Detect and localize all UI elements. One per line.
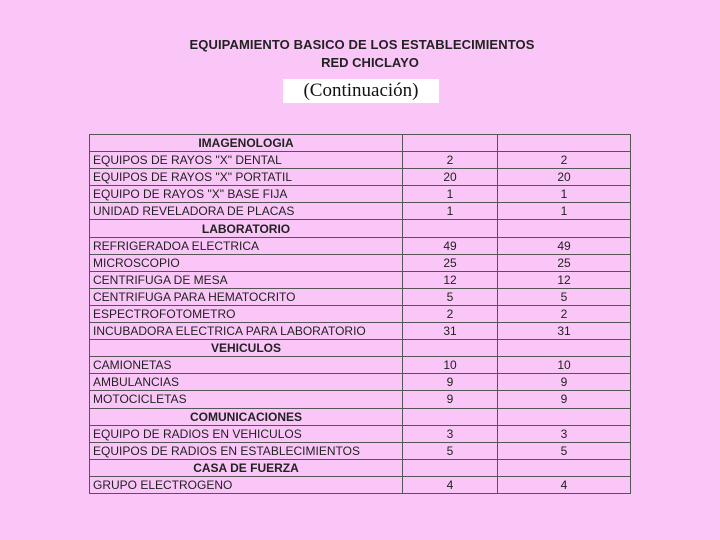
table-row	[90, 288, 631, 305]
section-label: LABORATORIO	[90, 220, 403, 237]
table-row	[90, 169, 631, 186]
table-row	[90, 271, 631, 288]
quantity-col2: 9	[498, 391, 631, 408]
section-header-row	[90, 340, 631, 357]
quantity-col1: 2	[403, 305, 498, 322]
quantity-col1: 5	[403, 442, 498, 459]
table-row	[90, 186, 631, 203]
quantity-col1: 4	[403, 476, 498, 493]
quantity-col1: 10	[403, 357, 498, 374]
quantity-col2: 4	[498, 476, 631, 493]
quantity-col2: 49	[498, 237, 631, 254]
empty-cell	[498, 459, 631, 476]
quantity-col2: 5	[498, 288, 631, 305]
quantity-col2: 31	[498, 323, 631, 340]
quantity-col2: 20	[498, 169, 631, 186]
page-title: EQUIPAMIENTO BASICO DE LOS ESTABLECIMIENTOS	[189, 37, 535, 52]
table-row	[90, 152, 631, 169]
table-row	[90, 374, 631, 391]
quantity-col1: 12	[403, 271, 498, 288]
equipment-name: MOTOCICLETAS	[90, 391, 403, 408]
section-label: IMAGENOLOGIA	[90, 135, 403, 152]
empty-cell	[403, 459, 498, 476]
equipment-name: EQUIPOS DE RAYOS "X" PORTATIL	[90, 169, 403, 186]
quantity-col1: 9	[403, 391, 498, 408]
section-header-row	[90, 408, 631, 425]
empty-cell	[498, 340, 631, 357]
quantity-col1: 2	[403, 152, 498, 169]
equipment-name: INCUBADORA ELECTRICA PARA LABORATORIO	[90, 323, 403, 340]
empty-cell	[498, 408, 631, 425]
section-label: CASA DE FUERZA	[90, 459, 403, 476]
quantity-col1: 49	[403, 237, 498, 254]
equipment-name: AMBULANCIAS	[90, 374, 403, 391]
empty-cell	[403, 340, 498, 357]
quantity-col1: 25	[403, 254, 498, 271]
equipment-name: EQUIPOS DE RADIOS EN ESTABLECIMIENTOS	[90, 442, 403, 459]
equipment-name: EQUIPOS DE RAYOS "X" DENTAL	[90, 152, 403, 169]
table-row	[90, 476, 631, 493]
quantity-col2: 12	[498, 271, 631, 288]
quantity-col2: 3	[498, 425, 631, 442]
continuation-label: (Continuación)	[283, 79, 439, 103]
table-row	[90, 391, 631, 408]
section-label: COMUNICACIONES	[90, 408, 403, 425]
quantity-col2: 2	[498, 152, 631, 169]
equipment-name: UNIDAD REVELADORA DE PLACAS	[90, 203, 403, 220]
equipment-name: EQUIPO DE RADIOS EN VEHICULOS	[90, 425, 403, 442]
section-header-row	[90, 135, 631, 152]
page-subtitle-network: RED CHICLAYO	[321, 55, 419, 70]
table-row	[90, 442, 631, 459]
equipment-name: CAMIONETAS	[90, 357, 403, 374]
equipment-name: CENTRIFUGA PARA HEMATOCRITO	[90, 288, 403, 305]
section-label: VEHICULOS	[90, 340, 403, 357]
quantity-col2: 2	[498, 305, 631, 322]
empty-cell	[498, 220, 631, 237]
quantity-col1: 5	[403, 288, 498, 305]
equipment-table-body	[90, 135, 631, 494]
equipment-name: MICROSCOPIO	[90, 254, 403, 271]
quantity-col1: 9	[403, 374, 498, 391]
empty-cell	[403, 408, 498, 425]
equipment-name: GRUPO ELECTROGENO	[90, 476, 403, 493]
table-row	[90, 203, 631, 220]
quantity-col1: 3	[403, 425, 498, 442]
table-row	[90, 357, 631, 374]
quantity-col2: 5	[498, 442, 631, 459]
table-row	[90, 237, 631, 254]
quantity-col1: 31	[403, 323, 498, 340]
quantity-col2: 1	[498, 186, 631, 203]
empty-cell	[403, 220, 498, 237]
table-row	[90, 323, 631, 340]
table-row	[90, 305, 631, 322]
equipment-name: CENTRIFUGA DE MESA	[90, 271, 403, 288]
empty-cell	[498, 135, 631, 152]
empty-cell	[403, 135, 498, 152]
equipment-table	[89, 134, 631, 494]
equipment-name: REFRIGERADOA ELECTRICA	[90, 237, 403, 254]
quantity-col1: 1	[403, 186, 498, 203]
section-header-row	[90, 220, 631, 237]
table-row	[90, 425, 631, 442]
equipment-name: ESPECTROFOTOMETRO	[90, 305, 403, 322]
equipment-name: EQUIPO DE RAYOS "X" BASE FIJA	[90, 186, 403, 203]
section-header-row	[90, 459, 631, 476]
quantity-col2: 1	[498, 203, 631, 220]
table-row	[90, 254, 631, 271]
quantity-col1: 1	[403, 203, 498, 220]
quantity-col2: 10	[498, 357, 631, 374]
quantity-col1: 20	[403, 169, 498, 186]
quantity-col2: 9	[498, 374, 631, 391]
quantity-col2: 25	[498, 254, 631, 271]
